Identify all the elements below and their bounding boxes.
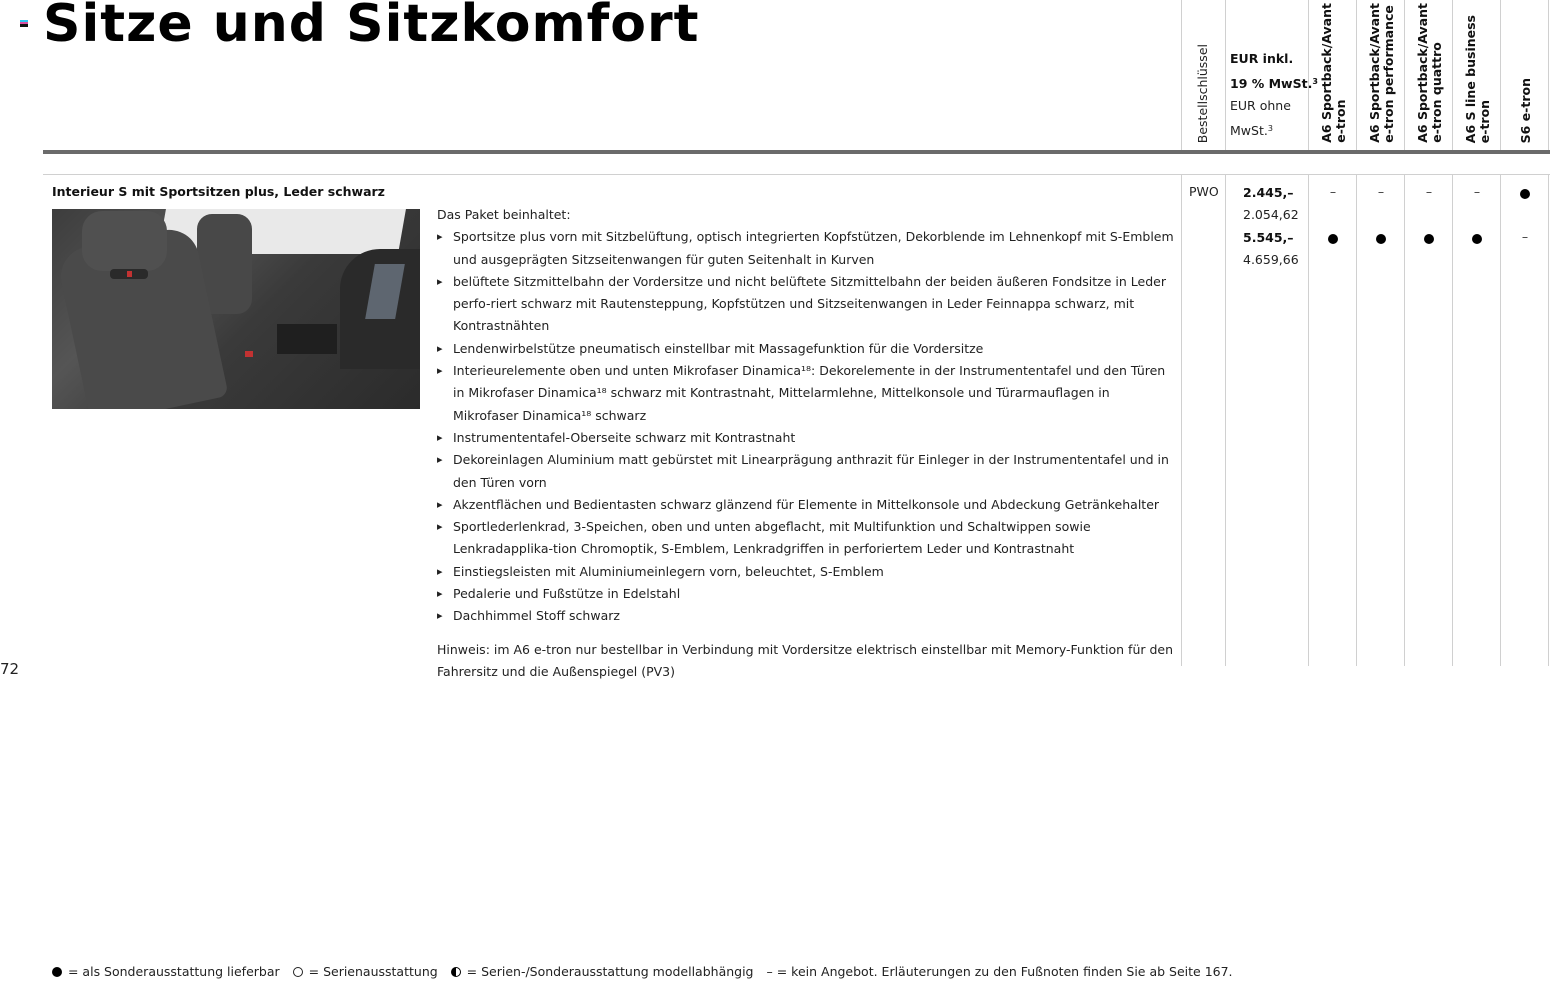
header-price-incl-line1: EUR inkl. <box>1230 51 1294 66</box>
feature-item: ▸ Dekoreinlagen Aluminium matt gebürstet mit Linearprägung anthrazit für Einleger in der Instrumententafel und in den Türen vorn <box>437 449 1177 494</box>
availability-optional-icon <box>1357 230 1405 245</box>
header-order-key: Bestellschlüssel <box>1195 43 1210 143</box>
feature-item: ▸ Instrumententafel-Oberseite schwarz mit Kontrastnaht <box>437 427 1177 449</box>
column-divider <box>1404 0 1405 150</box>
availability-dash: – <box>1521 229 1529 244</box>
column-divider <box>1500 175 1501 666</box>
legend-model-dependent: = Serien-/Sonderausstattung modellabhängig <box>466 964 754 979</box>
open-circle-icon <box>293 967 303 977</box>
header-model-a6-etron-quattro: A6 Sportback/Avant e-tron quattro <box>1415 3 1444 143</box>
column-divider <box>1225 175 1226 666</box>
price-excl-vat: 2.054,62 <box>1243 207 1299 223</box>
print-color-mark <box>20 20 28 27</box>
header-price-excl-line2: MwSt. <box>1230 122 1268 138</box>
feature-item: ▸ Sportsitze plus vorn mit Sitzbelüftung, optisch integrierten Kopfstützen, Dekorblende im Lehnenkopf mit S-Emblem und ausgeprägten Sitzseitenwangen für guten Seitenhalt in Kurven <box>437 226 1177 271</box>
package-description <box>437 204 1177 683</box>
page-title: Sitze und Sitzkomfort <box>43 0 700 54</box>
order-code: PWO <box>1189 184 1219 199</box>
column-divider <box>1181 175 1182 666</box>
header-rule <box>43 150 1550 154</box>
column-divider <box>1452 175 1453 666</box>
availability-optional-icon <box>1405 230 1453 245</box>
legend-optional: = als Sonderausstattung lieferbar <box>67 964 280 979</box>
column-divider <box>1500 0 1501 150</box>
column-divider <box>1181 0 1182 150</box>
header-price <box>1230 48 1318 142</box>
column-divider <box>1308 175 1309 666</box>
price-option-1 <box>1243 182 1299 271</box>
column-divider <box>1356 175 1357 666</box>
column-divider <box>1225 0 1226 150</box>
availability-dash: – <box>1473 184 1481 199</box>
feature-item: ▸ Dachhimmel Stoff schwarz <box>437 605 1177 627</box>
column-divider <box>1548 175 1549 666</box>
header-price-incl-line2: 19 % MwSt. <box>1230 75 1313 91</box>
availability-optional-icon <box>1309 230 1357 245</box>
filled-circle-icon <box>52 967 62 977</box>
legend-none: = kein Angebot. Erläuterungen zu den Fußnoten finden Sie ab Seite 167. <box>776 964 1233 979</box>
column-divider <box>1452 0 1453 150</box>
header-model-a6-etron: A6 Sportback/Avant e-tron <box>1319 3 1348 143</box>
package-title: Interieur S mit Sportsitzen plus, Leder schwarz <box>52 184 385 199</box>
header-model-a6-s-line-business: A6 S line business e-tron <box>1463 14 1492 143</box>
half-circle-icon <box>451 967 461 977</box>
page-number: 72 <box>0 660 20 678</box>
header-model-a6-etron-performance: A6 Sportback/Avant e-tron performance <box>1367 3 1396 143</box>
header-model-s6-etron: S6 e-tron <box>1518 77 1533 143</box>
package-note: Hinweis: im A6 e-tron nur bestellbar in Verbindung mit Vordersitze elektrisch einstellbar mit Memory-Funktion für den Fahrersitz und die Außenspiegel (PV3) <box>437 641 1174 679</box>
feature-item: ▸ Sportlederlenkrad, 3-Speichen, oben und unten abgeflacht, mit Multifunktion und Schaltwippen sowie Lenkradapplika-tion Chromoptik, S-Emblem, Lenkradgriffen in perforiertem Leder und Kontrastnaht <box>437 516 1177 561</box>
interior-seat-image <box>52 209 420 409</box>
feature-item: ▸ belüftete Sitzmittelbahn der Vordersitze und nicht belüftete Sitzmittelbahn der beiden äußeren Fondsitze in Leder perfo-riert schwarz mit Rautensteppung, Kopfstützen und Sitzseitenwangen in Leder Feinnappa schwarz, mit Kontrastnähten <box>437 271 1177 338</box>
feature-item: ▸ Lendenwirbelstütze pneumatisch einstellbar mit Massagefunktion für die Vordersitze <box>437 338 1177 360</box>
dash-icon: – <box>766 964 773 979</box>
footnote-ref: 3 <box>1312 76 1318 86</box>
availability-optional-icon <box>1501 185 1549 200</box>
availability-dash: – <box>1329 184 1337 199</box>
package-intro: Das Paket beinhaltet: <box>437 207 571 222</box>
availability-dash: – <box>1425 184 1433 199</box>
feature-item: ▸ Einstiegsleisten mit Aluminiumeinlegern vorn, beleuchtet, S-Emblem <box>437 561 1177 583</box>
legend-standard: = Serienausstattung <box>308 964 438 979</box>
legend <box>52 964 1242 979</box>
column-divider <box>1404 175 1405 666</box>
availability-dash: – <box>1377 184 1385 199</box>
feature-item: ▸ Akzentflächen und Bedientasten schwarz glänzend für Elemente in Mittelkonsole und Abdeckung Getränkehalter <box>437 494 1177 516</box>
header-price-excl-line1: EUR ohne <box>1230 98 1291 113</box>
availability-optional-icon <box>1453 230 1501 245</box>
price-incl-vat: 2.445,– <box>1243 185 1294 200</box>
price-excl-vat: 4.659,66 <box>1243 251 1299 267</box>
column-divider <box>1548 0 1549 150</box>
row-rule <box>43 174 1550 175</box>
feature-item: ▸ Interieurelemente oben und unten Mikrofaser Dinamica¹⁸: Dekorelemente in der Instrumententafel und den Türen in Mikrofaser Dinamica¹⁸ schwarz mit Kontrastnaht, Mittelarmlehne, Mittelkonsole und Türarmauflagen in Mikrofaser Dinamica¹⁸ schwarz <box>437 360 1177 427</box>
price-incl-vat: 5.545,– <box>1243 229 1294 245</box>
column-divider <box>1356 0 1357 150</box>
feature-item: ▸ Pedalerie und Fußstütze in Edelstahl <box>437 583 1177 605</box>
package-feature-list <box>437 226 1177 627</box>
footnote-ref: 3 <box>1267 123 1273 133</box>
